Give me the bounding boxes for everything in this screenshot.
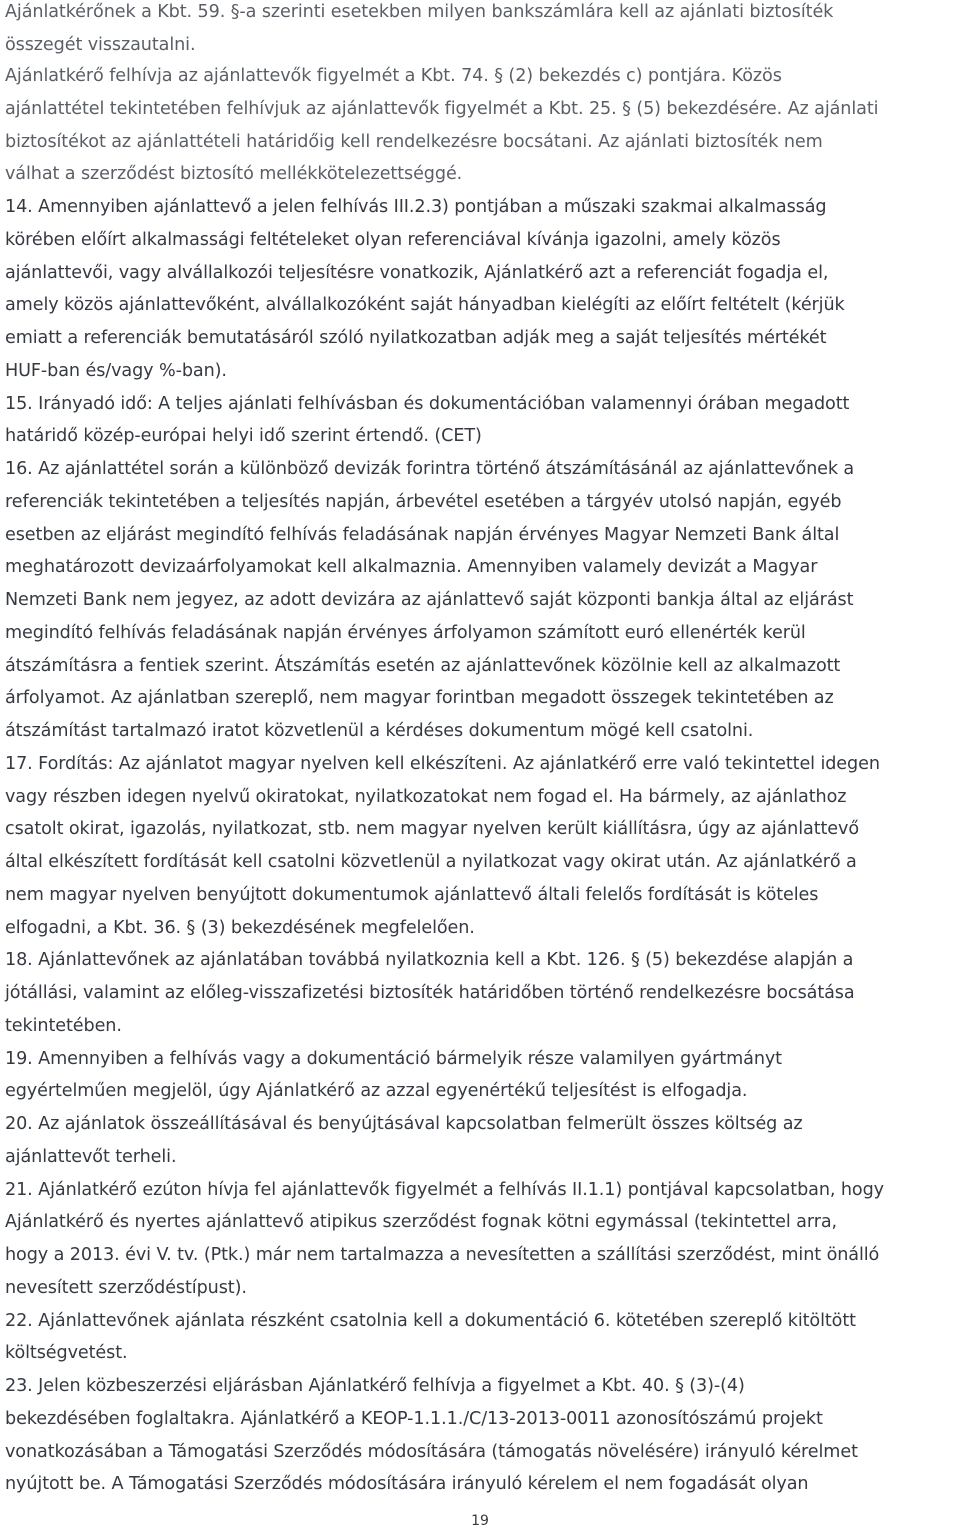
text-line: Nemzeti Bank nem jegyez, az adott devizára az ajánlattevő saját központi bankja által az eljárást [5, 590, 854, 610]
text-line: költségvetést. [5, 1343, 128, 1363]
text-line: körében előírt alkalmassági feltételeket olyan referenciával kívánja igazolni, amely közös [5, 230, 781, 250]
text-line: hogy a 2013. évi V. tv. (Ptk.) már nem tartalmazza a nevesítetten a szállítási szerződést, mint önálló [5, 1245, 880, 1265]
text-line: által elkészített fordítását kell csatolni közvetlenül a nyilatkozat vagy okirat után. Az ajánlatkérő a [5, 852, 857, 872]
text-line: csatolt okirat, igazolás, nyilatkozat, stb. nem magyar nyelven került kiállításra, úgy az ajánlattevő [5, 819, 860, 839]
text-line: ajánlattétel tekintetében felhívjuk az ajánlattevők figyelmét a Kbt. 25. § (5) bekezdésére. Az ajánlati [5, 99, 879, 119]
text-line: 17. Fordítás: Az ajánlatot magyar nyelven kell elkészíteni. Az ajánlatkérő erre való tekintettel idegen [5, 754, 880, 774]
text-line: amely közös ajánlattevőként, alvállalkozóként saját hányadban kielégíti az előírt feltételt (kérjük [5, 295, 845, 315]
text-line: ajánlattevői, vagy alvállalkozói teljesítésre vonatkozik, Ajánlatkérő azt a referenciát fogadja el, [5, 263, 829, 283]
text-line: esetben az eljárást megindító felhívás feladásának napján érvényes Magyar Nemzeti Bank által [5, 525, 840, 545]
text-line: Ajánlatkérőnek a Kbt. 59. §-a szerinti esetekben milyen bankszámlára kell az ajánlati biztosíték [5, 2, 834, 22]
text-line: vagy részben idegen nyelvű okiratokat, nyilatkozatokat nem fogad el. Ha bármely, az ajánlathoz [5, 787, 847, 807]
text-line: tekintetében. [5, 1016, 122, 1036]
text-line: nem magyar nyelven benyújtott dokumentumok ajánlattevő általi felelős fordítását is köteles [5, 885, 819, 905]
text-line: 23. Jelen közbeszerzési eljárásban Ajánlatkérő felhívja a figyelmet a Kbt. 40. § (3)-(4) [5, 1376, 745, 1396]
text-line: jótállási, valamint az előleg-visszafizetési biztosíték határidőben történő rendelkezésre bocsátása [5, 983, 855, 1003]
text-line: nevesített szerződéstípust). [5, 1278, 247, 1298]
text-line: HUF-ban és/vagy %-ban). [5, 361, 227, 381]
text-line: átszámítást tartalmazó iratot közvetlenül a kérdéses dokumentum mögé kell csatolni. [5, 721, 754, 741]
text-line: 15. Irányadó idő: A teljes ajánlati felhívásban és dokumentációban valamennyi órában megadott [5, 394, 850, 414]
text-line: emiatt a referenciák bemutatásáról szóló nyilatkozatban adják meg a saját teljesítés mértékét [5, 328, 827, 348]
text-line: Ajánlatkérő és nyertes ajánlattevő atipikus szerződést fognak kötni egymással (tekintettel arra, [5, 1212, 837, 1232]
text-line: 20. Az ajánlatok összeállításával és benyújtásával kapcsolatban felmerült összes költség az [5, 1114, 803, 1134]
page-number: 19 [471, 1513, 489, 1529]
text-line: Ajánlatkérő felhívja az ajánlattevők figyelmét a Kbt. 74. § (2) bekezdés c) pontjára. Közös [5, 66, 782, 86]
text-line: meghatározott devizaárfolyamokat kell alkalmaznia. Amennyiben valamely devizát a Magyar [5, 557, 818, 577]
text-line: biztosítékot az ajánlattételi határidőig kell rendelkezésre bocsátani. Az ajánlati biztosíték nem [5, 132, 823, 152]
text-line: 21. Ajánlatkérő ezúton hívja fel ajánlattevők figyelmét a felhívás II.1.1) pontjával kapcsolatban, hogy [5, 1180, 884, 1200]
text-line: 22. Ajánlattevőnek ajánlata részként csatolnia kell a dokumentáció 6. kötetében szereplő kitöltött [5, 1311, 856, 1331]
text-line: elfogadni, a Kbt. 36. § (3) bekezdésének megfelelően. [5, 918, 475, 938]
text-line: 14. Amennyiben ajánlattevő a jelen felhívás III.2.3) pontjában a műszaki szakmai alkalmasság [5, 197, 827, 217]
text-line: válhat a szerződést biztosító mellékkötelezettséggé. [5, 164, 463, 184]
text-line: 16. Az ajánlattétel során a különböző devizák forintra történő átszámításánál az ajánlattevőnek a [5, 459, 855, 479]
text-line: ajánlattevőt terheli. [5, 1147, 177, 1167]
text-line: árfolyamot. Az ajánlatban szereplő, nem magyar forintban megadott összegek tekintetében az [5, 688, 834, 708]
text-line: bekezdésében foglaltakra. Ajánlatkérő a KEOP-1.1.1./C/13-2013-0011 azonosítószámú projekt [5, 1409, 823, 1429]
text-line: vonatkozásában a Támogatási Szerződés módosítására (támogatás növelésére) irányuló kérelmet [5, 1442, 858, 1462]
text-line: 19. Amennyiben a felhívás vagy a dokumentáció bármelyik része valamilyen gyártmányt [5, 1049, 782, 1069]
text-line: határidő közép-európai helyi idő szerint értendő. (CET) [5, 426, 482, 446]
text-line: referenciák tekintetében a teljesítés napján, árbevétel esetében a tárgyév utolsó napján, egyéb [5, 492, 842, 512]
text-line: 18. Ajánlattevőnek az ajánlatában továbbá nyilatkoznia kell a Kbt. 126. § (5) bekezdése alapján a [5, 950, 854, 970]
text-line: egyértelműen megjelöl, úgy Ajánlatkérő az azzal egyenértékű teljesítést is elfogadja. [5, 1081, 748, 1101]
text-line: nyújtott be. A Támogatási Szerződés módosítására irányuló kérelem el nem fogadását olyan [5, 1474, 809, 1494]
text-line: megindító felhívás feladásának napján érvényes árfolyamon számított euró ellenérték kerül [5, 623, 806, 643]
text-line: összegét visszautalni. [5, 35, 196, 55]
text-line: átszámításra a fentiek szerint. Átszámítás esetén az ajánlattevőnek közölnie kell az alkalmazott [5, 656, 841, 676]
